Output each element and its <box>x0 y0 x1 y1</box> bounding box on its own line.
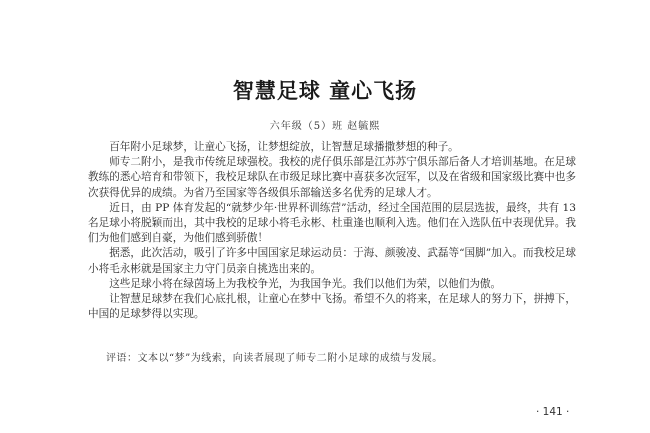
paragraph: 百年附小足球梦，让童心飞扬，让梦想绽放，让智慧足球播撒梦想的种子。 <box>109 141 459 153</box>
page-number: · 141 · <box>536 406 570 418</box>
teacher-comment: 评语：文本以“梦”为线索，向读者展现了师专二附小足球的成绩与发展。 <box>106 353 443 364</box>
paragraph: 据悉，此次活动，吸引了许多中国国家足球运动员：于海、颜骏凌、武磊等“国脚”加入。而我校足球小将毛永彬就是国家主力守门员亲自挑选出来的。 <box>88 247 576 275</box>
article-body <box>88 140 576 322</box>
article-title: 智慧足球 童心飞扬 <box>232 79 418 103</box>
paragraph: 这些足球小将在绿茵场上为我校争光，为我国争光。我们以他们为荣，以他们为傲。 <box>109 277 502 290</box>
paragraph: 让智慧足球梦在我们心底扎根，让童心在梦中飞扬。希望不久的将来，在足球人的努力下，拼搏下，中国的足球梦得以实现。 <box>88 293 576 321</box>
paragraph: 近日，由 PP 体育发起的“就梦少年·世界杯训练营”活动，经过全国范围的层层选拔，最终，共有 13 名足球小将脱颖而出，其中我校的足球小将毛永彬、杜重逢也顺利入选。他们在入选队伍中表现优异。我们为他们感到自豪，为他们感到骄傲！ <box>88 201 576 245</box>
article-author: 六年级（5）班 赵毓熙 <box>269 121 381 132</box>
paragraph: 师专二附小，是我市传统足球强校。我校的虎仔俱乐部是江苏苏宁俱乐部后备人才培训基地。在足球教练的悉心培育和带领下，我校足球队在市级足球比赛中喜获多次冠军，以及在省级和国家级比赛中也多次获得优异的成绩。为省乃至国家等各级俱乐部输送多名优秀的足球人才。 <box>88 156 576 199</box>
